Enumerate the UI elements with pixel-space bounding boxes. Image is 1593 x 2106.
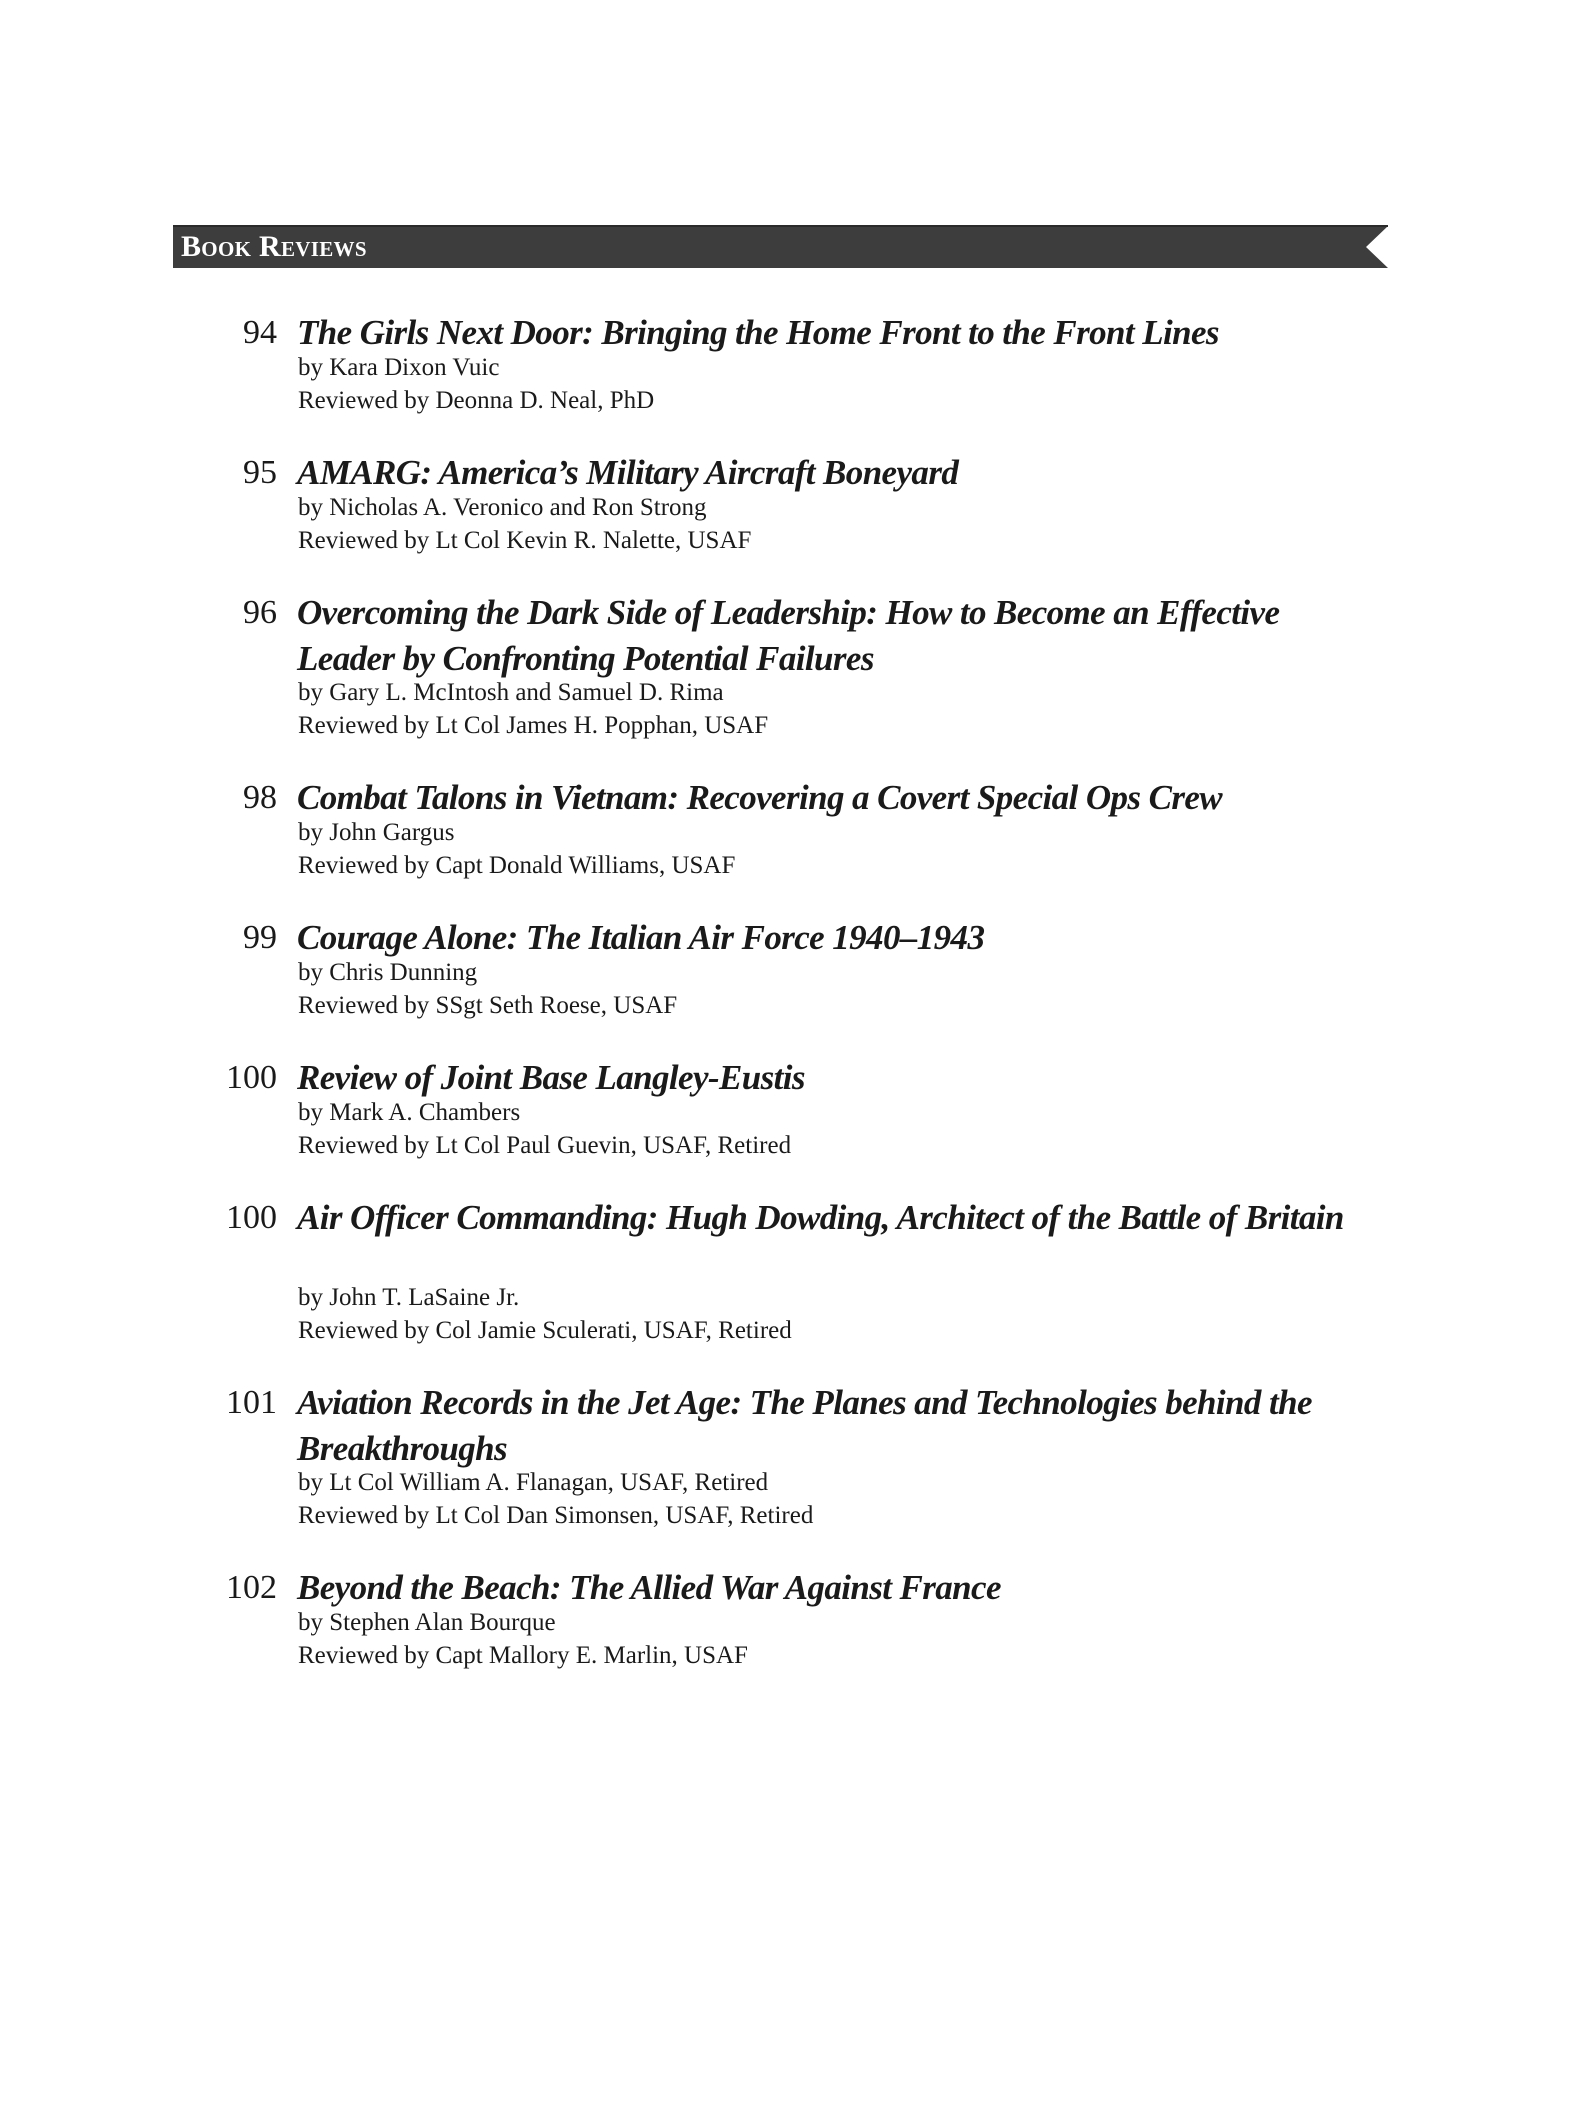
page-number: 94 bbox=[243, 314, 277, 351]
book-reviewer: Reviewed by Deonna D. Neal, PhD bbox=[298, 387, 655, 414]
book-author: by Mark A. Chambers bbox=[298, 1099, 521, 1126]
book-author: by Nicholas A. Veronico and Ron Strong bbox=[298, 494, 707, 521]
book-reviewer: Reviewed by Lt Col Dan Simonsen, USAF, Retired bbox=[298, 1502, 814, 1529]
page-number: 102 bbox=[226, 1569, 277, 1606]
book-author: by Chris Dunning bbox=[298, 959, 478, 986]
section-title: Book Reviews bbox=[181, 230, 367, 263]
page-number: 100 bbox=[226, 1059, 277, 1096]
page-number: 98 bbox=[243, 779, 277, 816]
page-number: 95 bbox=[243, 454, 277, 491]
book-title: Overcoming the Dark Side of Leadership: How to Become an Effective Leader by Confronting Potential Failures bbox=[297, 593, 1280, 678]
book-author: by John T. LaSaine Jr. bbox=[298, 1284, 520, 1311]
book-reviewer: Reviewed by SSgt Seth Roese, USAF bbox=[298, 992, 678, 1019]
book-title: Courage Alone: The Italian Air Force 1940–1943 bbox=[297, 918, 985, 957]
book-title: The Girls Next Door: Bringing the Home Front to the Front Lines bbox=[297, 313, 1219, 352]
book-author: by Lt Col William A. Flanagan, USAF, Retired bbox=[298, 1469, 769, 1496]
book-title: Combat Talons in Vietnam: Recovering a Covert Special Ops Crew bbox=[297, 778, 1223, 817]
book-reviewer: Reviewed by Col Jamie Sculerati, USAF, Retired bbox=[298, 1317, 792, 1344]
book-reviewer: Reviewed by Capt Mallory E. Marlin, USAF bbox=[298, 1642, 748, 1669]
book-reviewer: Reviewed by Capt Donald Williams, USAF bbox=[298, 852, 736, 879]
section-banner bbox=[173, 224, 1410, 270]
book-author: by John Gargus bbox=[298, 819, 455, 846]
book-title: Beyond the Beach: The Allied War Against France bbox=[297, 1568, 1001, 1607]
book-reviewer: Reviewed by Lt Col Kevin R. Nalette, USAF bbox=[298, 527, 752, 554]
book-reviewer: Reviewed by Lt Col James H. Popphan, USAF bbox=[298, 712, 769, 739]
book-author: by Kara Dixon Vuic bbox=[298, 354, 500, 381]
book-title: Review of Joint Base Langley-Eustis bbox=[297, 1058, 805, 1097]
book-title: AMARG: America’s Military Aircraft Boneyard bbox=[297, 453, 959, 492]
book-author: by Stephen Alan Bourque bbox=[298, 1609, 556, 1636]
book-title: Air Officer Commanding: Hugh Dowding, Architect of the Battle of Britain bbox=[297, 1198, 1344, 1237]
page-number: 101 bbox=[226, 1384, 277, 1421]
book-title: Aviation Records in the Jet Age: The Planes and Technologies behind the Breakthroughs bbox=[297, 1383, 1312, 1468]
page-number: 100 bbox=[226, 1199, 277, 1236]
page-number: 99 bbox=[243, 919, 277, 956]
book-reviewer: Reviewed by Lt Col Paul Guevin, USAF, Retired bbox=[298, 1132, 792, 1159]
page-number: 96 bbox=[243, 594, 277, 631]
book-author: by Gary L. McIntosh and Samuel D. Rima bbox=[298, 679, 724, 706]
